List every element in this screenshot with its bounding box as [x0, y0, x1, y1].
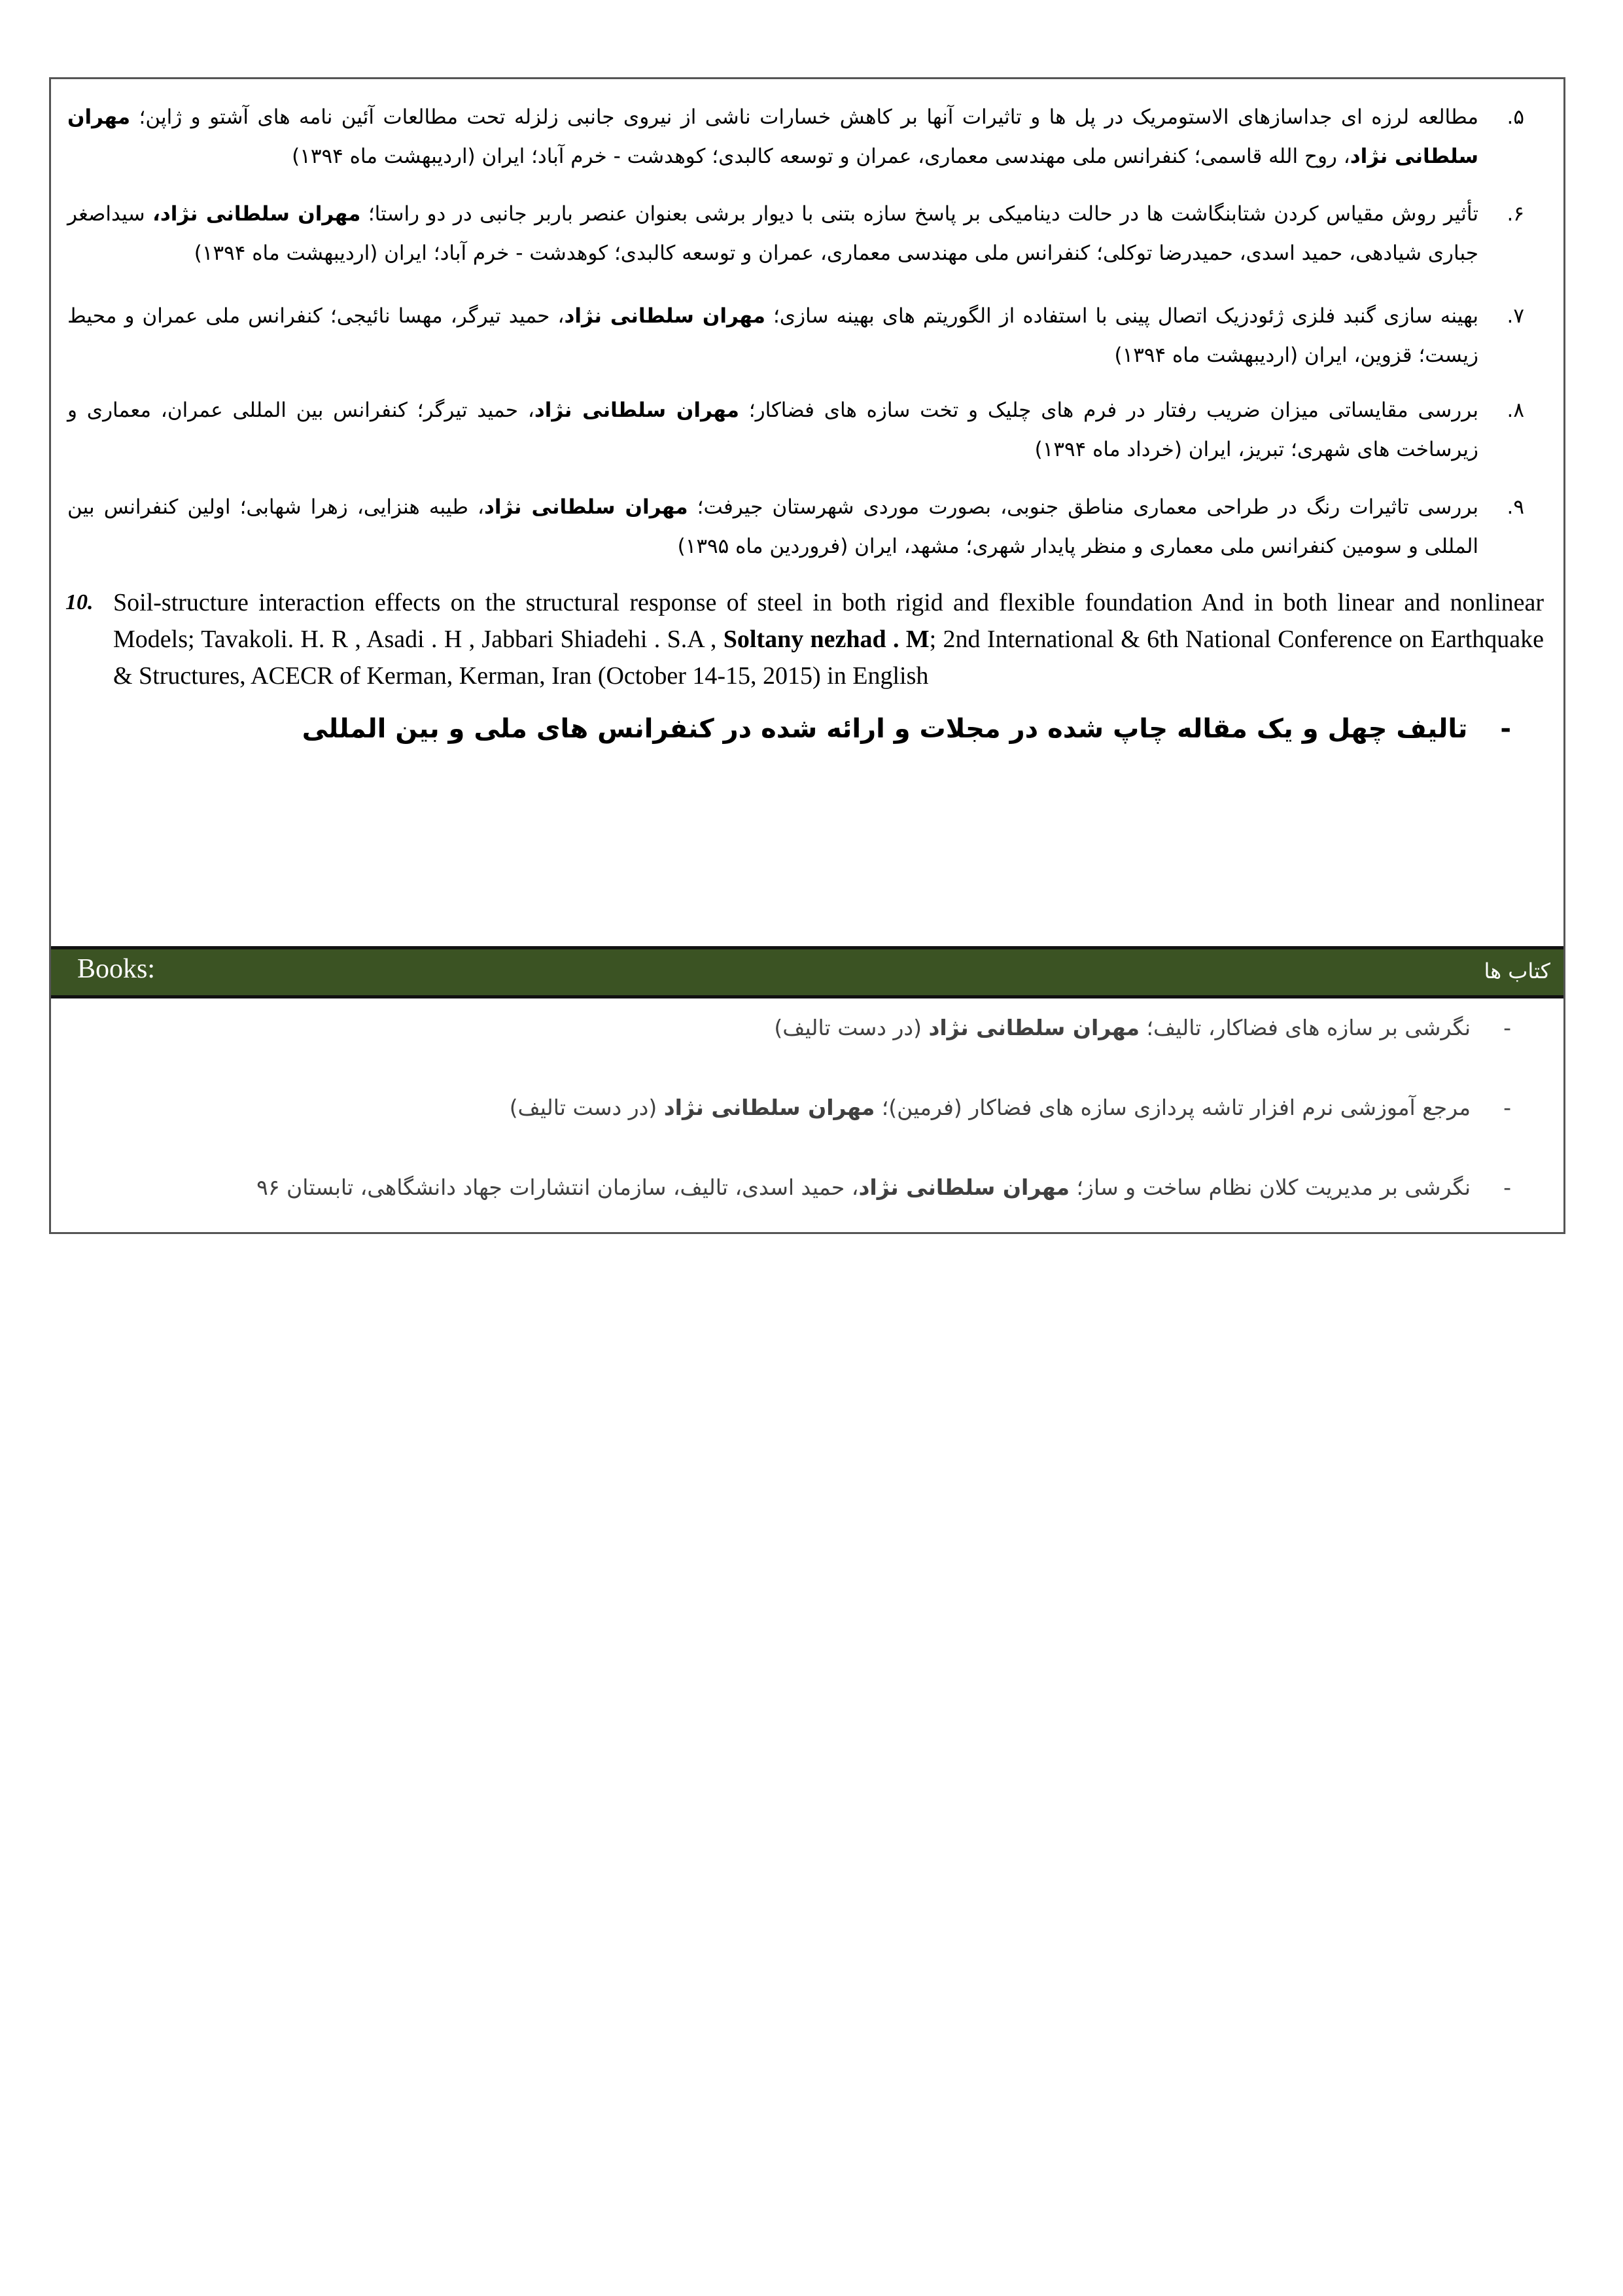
dash-bullet: - [1503, 1095, 1511, 1120]
publication-entry [51, 391, 1563, 469]
entry-text: مطالعه لرزه ای جداسازهای الاستومریک در پل ها و تاثیرات آنها بر کاهش خسارات ناشی از نیروی جانبی زلزله تحت مطالعات آئین نامه های آشتو و ژاپن؛ [130, 105, 1478, 129]
author-name: مهران سلطانی نژاد [663, 1095, 875, 1120]
book-text: (در دست تالیف) [509, 1095, 664, 1120]
entry-text: بررسی تاثیرات رنگ در طراحی معماری مناطق جنوبی، بصورت موردی شهرستان جیرفت؛ [688, 495, 1478, 519]
entry-text: بهینه سازی گنبد فلزی ژئودزیک اتصال پینی با استفاده از الگوریتم های بهینه سازی؛ [765, 304, 1479, 328]
author-name: مهران سلطانی نژاد [858, 1174, 1070, 1200]
entry-number: ۸. [1507, 398, 1524, 422]
entry-number: ۵. [1507, 105, 1524, 129]
entry-text: ، طیبه هنزایی، زهرا شهابی؛ اولین کنفرانس بین المللی و سومین کنفرانس ملی معماری و منظر پایدار شهری؛ مشهد، ایران (فروردین ماه ۱۳۹۵) [67, 495, 1478, 558]
entry-text: سیداصغر جباری شیادهی، حمید اسدی، حمیدرضا توکلی؛ کنفرانس ملی مهندسی معماری، عمران و توسعه کالبدی؛ کوهدشت - خرم آباد؛ ایران (اردیبهشت ماه ۱۳۹۴) [67, 202, 1478, 265]
publication-entry-english [51, 573, 1563, 694]
book-text: (در دست تالیف) [774, 1015, 929, 1040]
entry-text: ، روح الله قاسمی؛ کنفرانس ملی مهندسی معماری، عمران و توسعه کالبدی؛ کوهدشت - خرم آباد؛ ایران (اردیبهشت ماه ۱۳۹۴) [292, 145, 1350, 168]
author-name: مهران سلطانی نژاد [67, 105, 1478, 168]
author-name: مهران سلطانی نژاد، [152, 202, 361, 226]
book-entry [51, 1168, 1563, 1207]
author-name: مهران سلطانی نژاد [483, 495, 688, 519]
author-name: مهران سلطانی نژاد [534, 398, 739, 422]
entry-number: 10. [65, 590, 94, 614]
entry-number: ۹. [1507, 495, 1524, 519]
book-text: ، حمید اسدی، تالیف، سازمان انتشارات جهاد دانشگاهی، تابستان ۹۶ [256, 1174, 859, 1200]
entry-text: ، حمید تیرگر؛ کنفرانس بین المللی عمران، معماری و زیرساخت های شهری؛ تبریز، ایران (خرداد ماه ۱۳۹۴) [67, 398, 1478, 461]
publication-list [51, 79, 1563, 752]
publication-entry [51, 296, 1563, 375]
dash-bullet: - [1503, 1174, 1511, 1200]
book-text: مرجع آموزشی نرم افزار تاشه پردازی سازه های فضاکار (فرمین)؛ [875, 1095, 1471, 1120]
book-text: نگرشی بر سازه های فضاکار، تالیف؛ [1140, 1015, 1471, 1040]
document-frame [49, 77, 1565, 1234]
author-name: Soltany nezhad . M [723, 626, 930, 653]
author-name: مهران سلطانی نژاد [564, 304, 765, 328]
author-name: مهران سلطانی نژاد [928, 1015, 1140, 1040]
publication-entry [51, 194, 1563, 273]
book-entry [51, 1088, 1563, 1127]
dash-bullet: - [1503, 1015, 1511, 1040]
section-title-persian: کتاب ها [1484, 959, 1550, 983]
entry-number: ۶. [1507, 202, 1524, 226]
dash-bullet: - [1500, 714, 1511, 744]
entry-number: ۷. [1507, 304, 1524, 328]
entry-text: ; 2nd International & 6th National Conference on Earthquake & Structures, ACECR of Kerman, Kerman, Iran (October 14-15, 2015) in English [113, 626, 1544, 690]
publication-entry [51, 487, 1563, 566]
book-list [51, 1008, 1563, 1248]
entry-text: ، حمید تیرگر، مهسا نائیجی؛ کنفرانس ملی عمران و محیط زیست؛ قزوین، ایران (اردیبهشت ماه ۱۳۹۴) [67, 304, 1478, 367]
summary-text: تالیف چهل و یک مقاله چاپ شده در مجلات و ارائه شده در کنفرانس های ملی و بین المللی [302, 714, 1468, 744]
book-entry [51, 1008, 1563, 1048]
section-title-english: Books: [77, 954, 156, 984]
publication-summary [51, 706, 1563, 752]
publication-entry [51, 97, 1563, 176]
entry-text: Soil-structure interaction effects on the structural response of steel in both rigid and flexible foundation And in both linear and nonlinear Models; Tavakoli. H. R , Asadi . H , Jabbari Shiadehi . S.A , [113, 589, 1544, 653]
entry-text: تأثیر روش مقیاس کردن شتابنگاشت ها در حالت دینامیکی بر پاسخ سازه بتنی با دیوار برشی بعنوان عنصر باربر جانبی در دو راستا؛ [360, 202, 1478, 226]
section-header-books [51, 946, 1563, 998]
entry-text: بررسی مقایساتی میزان ضریب رفتار در فرم های چلیک و تخت سازه های فضاکار؛ [739, 398, 1478, 422]
book-text: نگرشی بر مدیریت کلان نظام ساخت و ساز؛ [1070, 1174, 1471, 1200]
